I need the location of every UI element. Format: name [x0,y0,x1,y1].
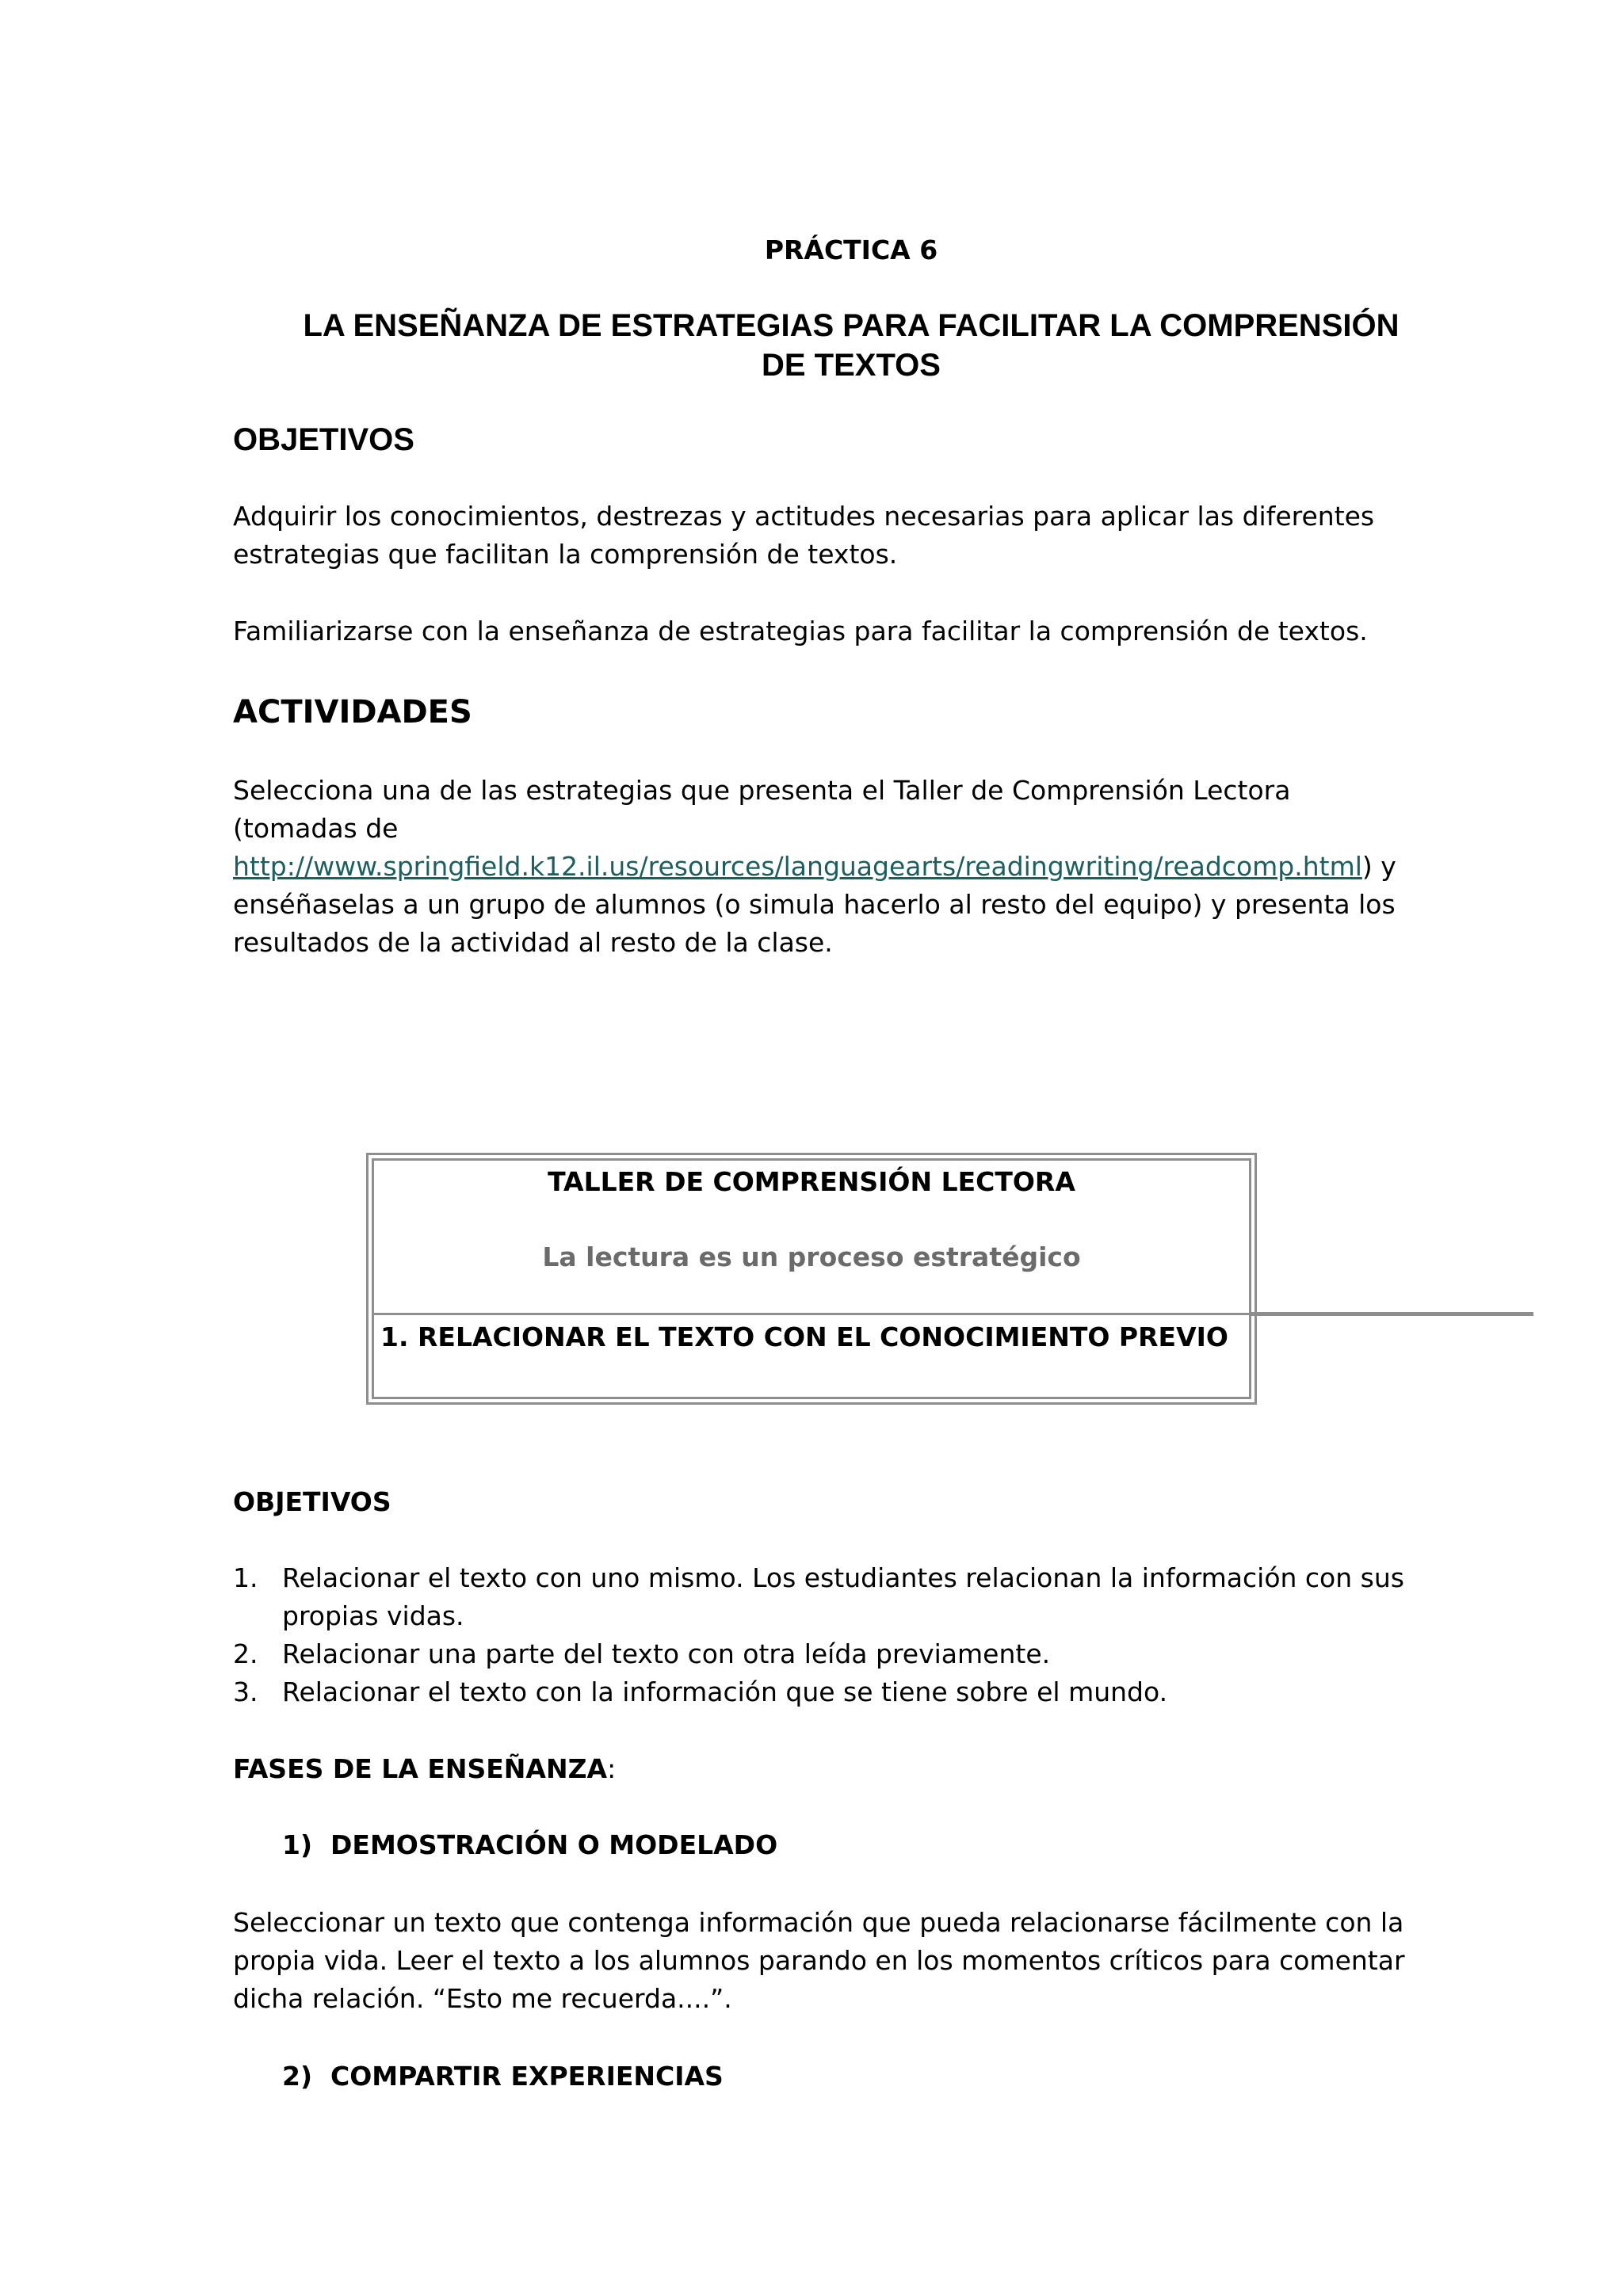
main-title-line-1: LA ENSEÑANZA DE ESTRATEGIAS PARA FACILITAR LA COMPRENSIÓN [303,308,1400,343]
activities-after-link: ) y [1361,851,1396,882]
objetivos-2-heading: OBJETIVOS [233,1486,391,1517]
horizontal-rule-fragment [1251,1312,1533,1316]
taller-box-divider [372,1313,1251,1315]
objectives-paragraph-1-line-1: Adquirir los conocimientos, destrezas y actitudes necesarias para aplicar las diferentes [233,501,1375,532]
fases-heading-colon: : [607,1753,617,1784]
activities-line-3 [233,848,1422,886]
phase-2-title: COMPARTIR EXPERIENCIAS [330,2061,724,2092]
objectives-heading: OBJETIVOS [233,422,414,457]
activities-line-5: resultados de la actividad al resto de la clase. [233,927,833,958]
objectives-paragraph-1-line-2: estrategias que facilitan la comprensión de textos. [233,539,898,570]
objectives-paragraph-2: Familiarizarse con la enseñanza de estrategias para facilitar la comprensión de textos. [233,616,1368,646]
readcomp-link[interactable]: http://www.springfield.k12.il.us/resources/languagearts/readingwriting/readcomp.html [233,851,1362,882]
list-item-number: 3. [233,1676,258,1707]
phase-1-title: DEMOSTRACIÓN O MODELADO [330,1829,778,1860]
fases-heading [233,1750,616,1788]
list-item-text-line-1: Relacionar el texto con la información que se tiene sobre el mundo. [282,1676,1168,1707]
taller-title: TALLER DE COMPRENSIÓN LECTORA [548,1166,1075,1197]
phase-1-line-2: propia vida. Leer el texto a los alumnos parando en los momentos críticos para comentar [233,1945,1405,1976]
phase-1-heading [282,1826,777,1864]
activities-line-2: (tomadas de [233,813,399,844]
activities-heading: ACTIVIDADES [233,694,472,730]
phase-1-line-1: Seleccionar un texto que contenga información que pueda relacionarse fácilmente con la [233,1907,1404,1938]
main-title-line-2: DE TEXTOS [762,348,941,383]
phase-2-heading [282,2058,724,2096]
phase-1-number: 1) [282,1829,313,1860]
fases-heading-text: FASES DE LA ENSEÑANZA [233,1753,608,1784]
list-item-number: 2. [233,1638,258,1669]
list-item [233,1673,1422,1711]
list-item-text-line-1: Relacionar una parte del texto con otra leída previamente. [282,1638,1051,1669]
activities-line-1: Selecciona una de las estrategias que presenta el Taller de Comprensión Lectora [233,775,1291,806]
taller-subtitle: La lectura es un proceso estratégico [542,1241,1081,1272]
list-item-text-line-1: Relacionar el texto con uno mismo. Los estudiantes relacionan la información con sus [282,1562,1404,1593]
phase-2-number: 2) [282,2061,313,2092]
taller-section-title: 1. RELACIONAR EL TEXTO CON EL CONOCIMIENTO PREVIO [380,1322,1228,1352]
list-item [233,1559,1422,1635]
phase-1-line-3: dicha relación. “Esto me recuerda....”. [233,1983,732,2014]
practice-label: PRÁCTICA 6 [764,235,938,265]
list-item-number: 1. [233,1562,258,1593]
list-item [233,1635,1422,1673]
activities-line-4: enséñaselas a un grupo de alumnos (o simula hacerlo al resto del equipo) y presenta los [233,889,1396,920]
list-item-text-line-2: propias vidas. [282,1600,464,1631]
